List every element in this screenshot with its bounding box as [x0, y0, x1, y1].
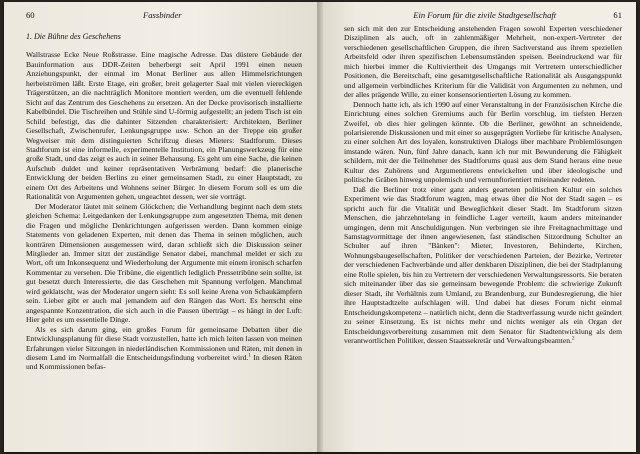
paragraph — [26, 325, 302, 372]
left-page — [4, 2, 318, 452]
paragraph: Wallstrasse Ecke Neue Roßstrasse. Eine magische Adresse. Das düstere Gebäude der Bauinformation aus DDR-Zeiten beherbergt seit April 1991 einen neuen Anziehungspunkt, der einmal im Monat Berliner aus allen Himmelsrichtungen herbeiströmen läßt. Erste Etage, ein großer, breit gelagerter Saal mit vielen viereckigen Trägerstützen, an die nachträglich Monitore montiert werden, um die eventuell fehlende Sicht auf das Zentrum des Geschehens zu ersetzen. An der Decke provisorisch installierte Kabelbündel. Die Tischreihen und Stühle sind U-förmig aufgestellt; an jedem Tisch ist ein Schild befestigt, das die dahinter Sitzenden charakterisiert: Architekten, Berliner Gesellschaft, Zwischenrufer, Lenkungsgruppe usw. Schon an der Treppe ein großer Wegweiser mit dem distinguierten Schriftzug dieses Mieters: Stadtforum. Dieses Stadtforum ist eine informelle, experimentelle Institution, ein Planungswerkzeug für eine große Stadt, und das zeigt es auch in seiner Behausung. Es geht um eine Sache, die keinen Aufschub duldet und keiner repräsentativen Verbrämung bedarf: die planerische Entwicklung der beiden Berlins zu einer gemeinsamen Stadt, zu einer Hauptstadt, zu einem Ort des Arbeitens und Wohnens seiner Bürger. In diesem Forum soll es um die Rationalität von Argumenten gehen, ungeachtet dessen, wer sie vorträgt. — [26, 50, 302, 202]
left-text-block — [26, 32, 302, 448]
footnote-marker: 2 — [571, 336, 575, 342]
paragraph-text: Daß die Berliner trotz einer ganz anders gearteten politischen Kultur ein solches Experiment wie das Stadtforum wagten, mag etwas über die Not der Stadt sagen – es spricht auch für die Vitalität und Beweglichkeit dieser Stadt. Im Stadtforum sitzen Menschen, die jahrzehntelang in feindliche Lager verteilt, kaum anders miteinander umgingen, denn mit Anschuldigungen. Nun verbringen sie ihre Freitagnachmittage und Samstagvormittage der ihnen angewiesenen, fast ständischen Sitzordnung Schulter an Schulter auf ihren "Bänken": Mieter, Investoren, Behinderte, Kirchen, Wohnungsbaugesellschaften, Politiker der verschiedenen Parteien, der Bezirke, Vertreter der verschiedenen Fachverbände und aller denkbaren Disziplinen, die bei der Stadtplanung eine Rolle spielen, bis hin zu Vertretern der verschiedenen Verwaltungsressorts. Sie beraten sich miteinander über das sie gemeinsam bewegende Problem: die schwierige Zukunft dieser Stadt, ihr Verhältnis zum Umland, zu Brandenburg, zur Bundesregierung, die hier ihre Hauptstadtzelte aufschlagen will. Und dabei hat dieses Forum nicht einmal Entscheidungskompetenz – natürlich nicht, denn die Stadtverfassung wurde nicht geändert zu seiner Einsetzung. Es ist nichts mehr und nichts weniger als ein Organ der Entscheidungsvorbereitung zusammen mit dem Senator für Stadtentwicklung als dem verantwortlichen Politiker, dessen Staatssekretär und Verwaltungsbeamten. — [344, 184, 622, 345]
right-running-head — [344, 8, 622, 22]
right-page — [318, 2, 636, 452]
right-running-title: Ein Forum für die zivile Stadtgesellschaft — [413, 10, 557, 20]
paragraph — [344, 185, 622, 346]
paragraph: Der Moderator läutet mit seinem Glöckchen; die Verhandlung beginnt nach dem stets gleichen Schema: Leitgedanken der Lenkungsgruppe zum angesetzten Thema, mit denen die Fragen und mögliche Denkrichtungen aufgerissen werden. Dann kommen einige Statements von geladenen Experten, mit denen das Thema in seinen möglichen, auch konträren Dimensionen ausgemessen wird, daran schließt sich die Diskussion seiner Mitglieder an. Immer sitzt der zuständige Senator dabei, manchmal meldet er sich zu Wort, oft um Inkonsequenz und Wiederholung der Argumente mit einem ironisch scharfen Kommentar zu versehen. Die Tribüne, die eigentlich lediglich Pressetribüne sein sollte, ist gut besetzt durch Interessierte, die das Geschehen mit Spannung verfolgen. Manchmal wird geklatscht, was der Moderator ungern sieht: Es soll keine Arena von Schaukämpfern sein. Lieber gibt er auch mal jemandem auf den Rängen das Wort. Es herrscht eine angespannte Konzentration, die sich auch in die Pausen überträgt – es hängt in der Luft: Hier geht es um essentielle Dinge. — [26, 201, 302, 325]
paragraph-text: In diesen Räten und Kommissionen befas- — [26, 352, 302, 372]
paragraph-text: Als es sich darum ging, ein großes Forum für gemeinsame Debatten über die Entwicklungsplanung für diese Stadt vorzustellen, hatte ich mich leiten lassen von meinen Erfahrungen vieler Sitzungen in niederländischen Kommissionen und Räten, mit denen in diesem Land im Normalfall die Entscheidungsfindung vorbereitet wird. — [26, 324, 302, 362]
footnote-marker: 1 — [248, 353, 251, 359]
paragraph: Dennoch hatte ich, als ich 1990 auf einer Veranstaltung in der Französischen Kirche die Einrichtung eines solchen Gremiums auch für Berlin vorschlug, im tiefsten Herzen Zweifel, ob dies hier gelingen könnte. Ob die Berliner, gewöhnt an schneidende, polarisierende Diskussionen und mit einer so ausgeprägten Vorliebe für kritische Analysen, zu einer solchen Art des loyalen, konstruktiven Dialogs über machbare Problemlösungen imstande wären. Nun, fünf Jahre danach, kann ich nur mit Bewunderung die Fähigkeit schildern, mit der die Teilnehmer des Stadtforums quasi aus dem Stand heraus eine neue Kultur des Zuhörens und Argumentierens entwickelten und über ideologische und politische Gräben hinweg unpolemisch und vernunftorientiert miteinander redeten. — [344, 99, 622, 185]
left-page-number: 60 — [26, 10, 35, 20]
paragraph: sen sich mit den zur Entscheidung anstehenden Fragen sowohl Experten verschiedener Disziplinen als auch, oft in zahlenmäßiger Mehrheit, non-expert-Vertreter der verschiedenen gesellschaftlichen Gruppen, die ihren Sachverstand aus ihrem speziellen Arbeitsfeld oder ihren spezifischen Lebensumständen speisen. Beeindruckend war für mich hierbei immer die Kultiviertheit des Umgangs mit Vertretern unterschiedlicher Positionen, die Bereitschaft, eine gesamtgesellschaftliche Rationalität als Ausgangspunkt und allgemein verbindliches Kriterium für die Validität von Argumenten zu nehmen, und der alles prägende Wille, zu einer konsensorientierten Lösung zu kommen. — [344, 24, 622, 100]
right-text-block — [344, 24, 622, 448]
book-spread — [4, 2, 636, 452]
left-running-title: Fassbinder — [142, 10, 182, 20]
left-running-head — [26, 8, 302, 22]
right-page-number: 61 — [613, 10, 622, 20]
section-heading: 1. Die Bühne des Geschehens — [26, 32, 121, 41]
